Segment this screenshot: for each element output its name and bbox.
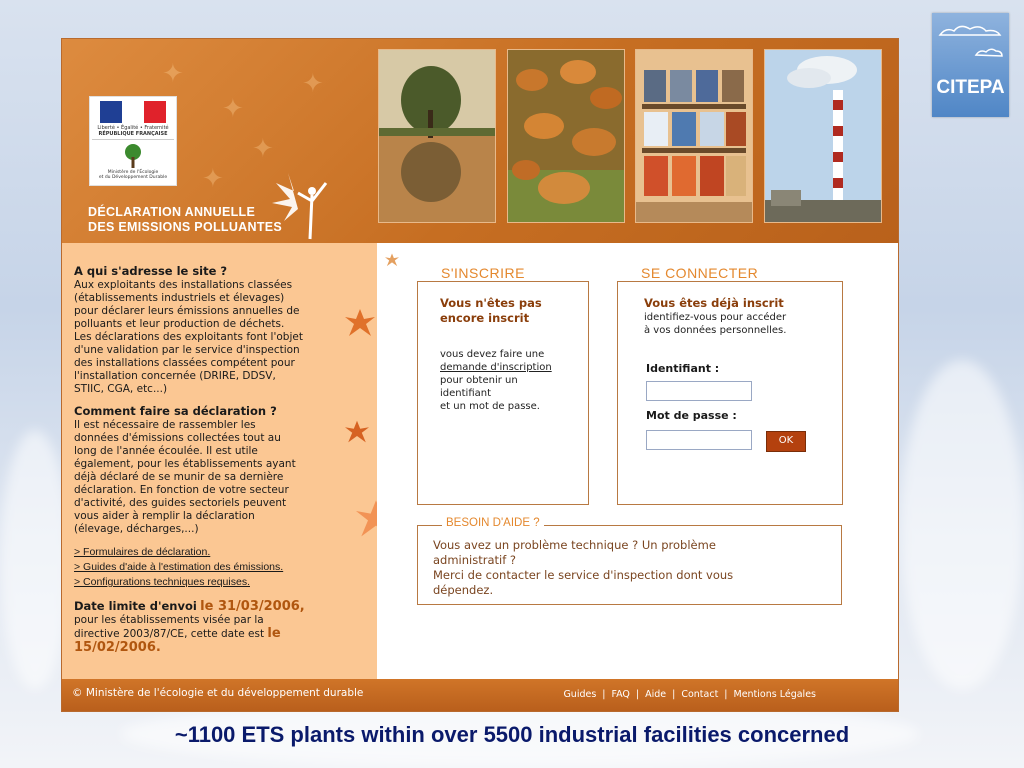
footer-separator: | xyxy=(602,689,606,700)
star-decoration: ✦ xyxy=(222,94,244,124)
deadline-line: directive 2003/87/CE, cette date est xyxy=(74,628,265,640)
deadline-date: le 31/03/2006, xyxy=(200,599,305,614)
who-line: polluants et leur production de déchets. xyxy=(74,318,285,330)
who-line: d'une validation par le service d'inspection xyxy=(74,344,300,356)
deadline-label: Date limite d'envoi xyxy=(74,599,197,613)
footer-nav xyxy=(563,689,816,700)
leaf-decoration-icon xyxy=(345,309,375,337)
register-box xyxy=(417,281,589,505)
login-box xyxy=(617,281,843,505)
how-line: également, pour les établissements ayant xyxy=(74,458,296,470)
register-body-line: identifiant xyxy=(440,388,492,399)
star-decoration: ✦ xyxy=(162,59,184,89)
register-heading: S'INSCRIRE xyxy=(441,265,525,281)
who-line: STIIC, CGA, etc...) xyxy=(74,383,168,395)
help-line: administratif ? xyxy=(433,553,517,567)
help-text xyxy=(433,538,813,598)
login-heading: SE CONNECTER xyxy=(641,265,759,281)
footer-link-faq[interactable]: FAQ xyxy=(611,689,630,700)
help-legend: BESOIN D'AIDE ? xyxy=(442,517,544,529)
barrels-photo xyxy=(635,49,753,223)
citepa-logo xyxy=(932,13,1009,117)
how-line: (élevage, décharges,...) xyxy=(74,523,199,535)
government-logo xyxy=(89,96,177,186)
lake-photo xyxy=(378,49,496,223)
link-config[interactable]: > Configurations techniques requises. xyxy=(74,576,250,588)
gov-motto: Liberté • Égalité • Fraternité xyxy=(97,125,169,131)
register-body-line: vous devez faire une xyxy=(440,349,545,360)
gov-logo-divider xyxy=(92,139,174,140)
footer-link-help[interactable]: Aide xyxy=(645,689,667,700)
register-instructions xyxy=(440,348,580,413)
register-title xyxy=(440,296,542,326)
how-heading: Comment faire sa déclaration ? xyxy=(74,404,277,418)
password-input[interactable] xyxy=(646,430,752,450)
website-screenshot xyxy=(61,38,899,712)
who-heading: A qui s'adresse le site ? xyxy=(74,264,228,278)
gov-ministry-line1: Ministère de l'Écologie xyxy=(107,170,159,175)
info-text xyxy=(74,265,344,664)
password-label: Mot de passe : xyxy=(646,409,737,422)
help-line: Vous avez un problème technique ? Un problème xyxy=(433,538,716,552)
how-line: long de l'année écoulée. Il est utile xyxy=(74,445,258,457)
citepa-logo-text: CITEPA xyxy=(936,77,1005,98)
who-line: l'installation concernée (DRIRE, DDSV, xyxy=(74,370,276,382)
register-title-line1: Vous n'êtes pas xyxy=(440,296,542,310)
link-guides[interactable]: > Guides d'aide à l'estimation des émissions. xyxy=(74,561,284,573)
how-line: déjà déclaré de se munir de sa dernière xyxy=(74,471,284,483)
gov-ministry-line2: et du Développement Durable xyxy=(98,175,168,180)
slide-caption: ~1100 ETS plants within over 5500 industrial facilities concerned xyxy=(174,722,850,747)
who-line: des installations classées compétent pour xyxy=(74,357,295,369)
how-line: Il est nécessaire de rassembler les xyxy=(74,419,256,431)
sky-cloud xyxy=(0,430,70,690)
how-line: vous aider à remplir la déclaration xyxy=(74,510,255,522)
help-line: Merci de contacter le service d'inspection dont vous xyxy=(433,568,734,582)
deadline-date-ets: 15/02/2006. xyxy=(74,640,161,655)
small-leaf-icon xyxy=(385,253,399,267)
who-line: Les déclarations des exploitants font l'objet xyxy=(74,331,303,343)
leaf-decoration-icon xyxy=(345,419,369,445)
how-line: données d'émissions collectées tout au xyxy=(74,432,281,444)
help-box xyxy=(417,517,842,605)
deadline-le: le xyxy=(267,626,281,641)
identifier-label: Identifiant : xyxy=(646,362,720,375)
ok-button[interactable]: OK xyxy=(766,431,806,452)
register-body-line: pour obtenir un xyxy=(440,375,518,386)
chimney-photo xyxy=(764,49,882,223)
login-subtitle-line: à vos données personnelles. xyxy=(644,325,787,336)
banner-title xyxy=(88,205,338,235)
cloud-logo-icon xyxy=(936,21,1006,65)
footer-link-guides[interactable]: Guides xyxy=(563,689,597,700)
login-title: Vous êtes déjà inscrit xyxy=(644,296,784,310)
who-line: pour déclarer leurs émissions annuelles de xyxy=(74,305,300,317)
who-line: Aux exploitants des installations classées xyxy=(74,279,293,291)
account-panel xyxy=(377,243,898,679)
star-decoration: ✦ xyxy=(252,134,274,164)
french-flag xyxy=(100,101,166,123)
register-title-line2: encore inscrit xyxy=(440,311,530,325)
gov-republic: RÉPUBLIQUE FRANÇAISE xyxy=(98,131,168,137)
resource-links xyxy=(74,545,344,590)
registration-request-link[interactable]: demande d'inscription xyxy=(440,362,552,373)
site-banner xyxy=(62,39,898,243)
banner-title-line1: DÉCLARATION ANNUELLE xyxy=(88,205,256,219)
footer-link-legal[interactable]: Mentions Légales xyxy=(733,689,816,700)
link-forms[interactable]: > Formulaires de déclaration. xyxy=(74,546,211,558)
footer-separator: | xyxy=(724,689,728,700)
gov-ministry xyxy=(92,170,174,180)
who-line: (établissements industriels et élevages) xyxy=(74,292,285,304)
info-panel xyxy=(62,243,377,679)
register-body-line: et un mot de passe. xyxy=(440,401,540,412)
deadline-line: pour les établissements visée par la xyxy=(74,614,264,626)
how-line: d'activité, des guides sectoriels peuvent xyxy=(74,497,287,509)
identifier-input[interactable] xyxy=(646,381,752,401)
login-subtitle xyxy=(644,311,834,337)
star-decoration: ✦ xyxy=(202,164,224,194)
help-line: dépendez. xyxy=(433,583,494,597)
site-footer xyxy=(62,679,898,711)
chickens-photo xyxy=(507,49,625,223)
banner-title-line2: DES EMISSIONS POLLUANTES xyxy=(88,220,283,234)
sky-cloud xyxy=(900,360,1024,690)
tree-icon xyxy=(121,143,145,169)
star-decoration: ✦ xyxy=(302,69,324,99)
footer-separator: | xyxy=(635,689,640,700)
footer-link-contact[interactable]: Contact xyxy=(681,689,719,700)
footer-separator: | xyxy=(672,689,676,700)
copyright-text: © Ministère de l'écologie et du développement durable xyxy=(72,687,364,699)
login-subtitle-line: identifiez-vous pour accéder xyxy=(644,312,787,323)
how-line: déclaration. En fonction de votre secteur xyxy=(74,484,289,496)
